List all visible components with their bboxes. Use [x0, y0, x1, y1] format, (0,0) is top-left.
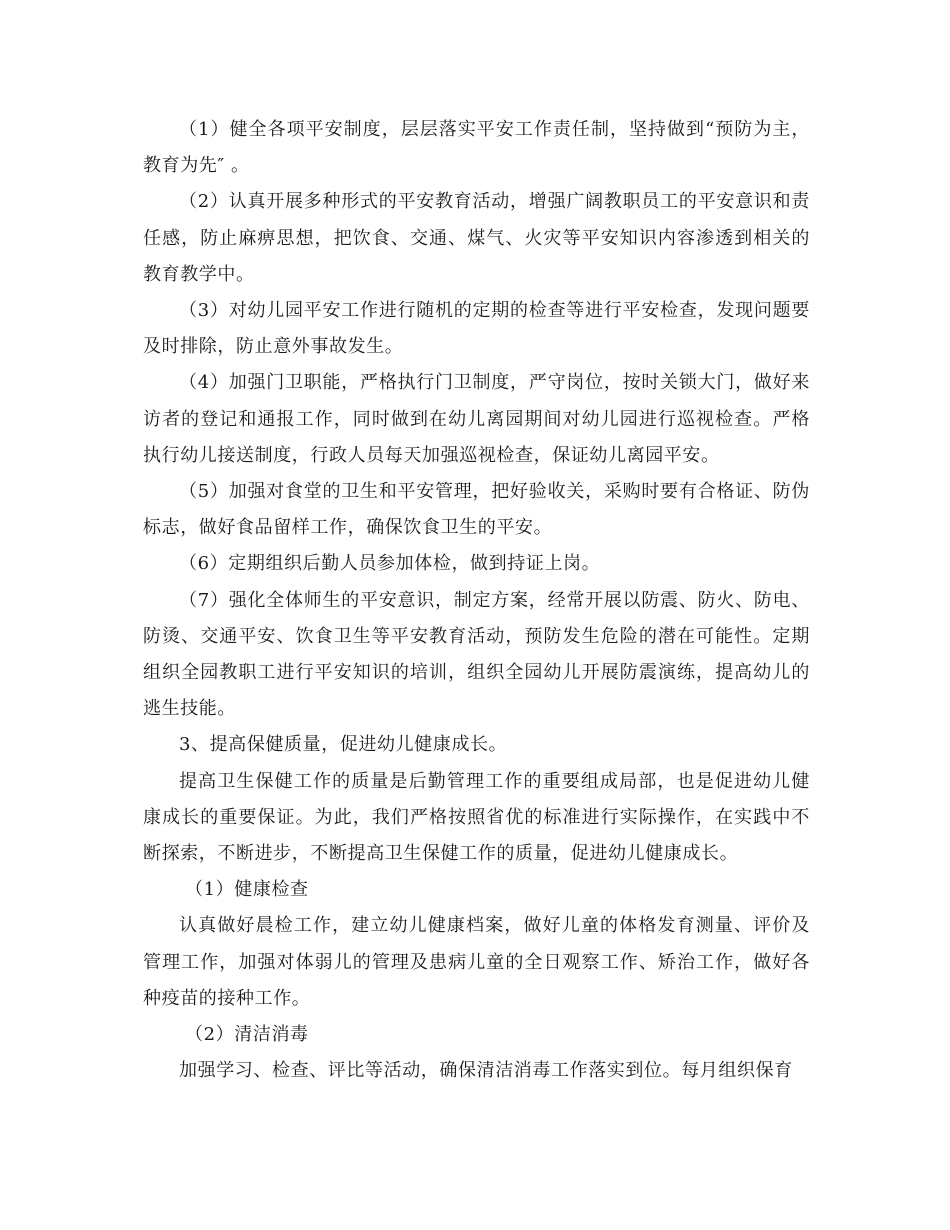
subheading-health-check: （1）健康检查 — [185, 879, 309, 901]
paragraph-safety-system: （1）健全各项平安制度，层层落实平安工作责任制，坚持做到“预防为主，教育为先″ 。 — [143, 119, 810, 177]
paragraph-cleaning-disinfection: 加强学习、检查、评比等活动，确保清洁消毒工作落实到位。每月组织保育 — [179, 1060, 793, 1082]
paragraph-gate-guard: （4）加强门卫职能，严格执行门卫制度，严守岗位，按时关锁大门，做好来访者的登记和通报工作，同时做到在幼儿离园期间对幼儿园进行巡视检查。严格执行幼儿接送制度，行政人员每天加强巡视检查，保证幼儿离园平安。 — [143, 372, 810, 466]
paragraph-health-check: 认真做好晨检工作，建立幼儿健康档案，做好儿童的体格发育测量、评价及管理工作，加强对体弱儿的管理及患病儿童的全日观察工作、矫治工作，做好各种疫苗的接种工作。 — [143, 915, 810, 1009]
section-heading-health-quality: 3、提高保健质量，促进幼儿健康成长。 — [179, 734, 508, 756]
paragraph-safety-education: （2）认真开展多种形式的平安教育活动，增强广阔教职员工的平安意识和责任感，防止麻痹思想，把饮食、交通、煤气、火灾等平安知识内容渗透到相关的教育教学中。 — [143, 191, 810, 285]
document-body — [143, 112, 810, 1089]
paragraph-canteen-hygiene: （5）加强对食堂的卫生和平安管理，把好验收关，采购时要有合格证、防伪标志，做好食品留样工作，确保饮食卫生的平安。 — [143, 481, 810, 539]
subheading-cleaning-disinfection: （2）清洁消毒 — [185, 1024, 309, 1046]
paragraph-health-quality: 提高卫生保健工作的质量是后勤管理工作的重要组成局部，也是促进幼儿健康成长的重要保证。为此，我们严格按照省优的标准进行实际操作，在实践中不断探索，不断进步，不断提高卫生保健工作的质量，促进幼儿健康成长。 — [143, 770, 810, 865]
paragraph-staff-checkup: （6）定期组织后勤人员参加体检，做到持证上岗。 — [179, 553, 601, 575]
paragraph-safety-inspection: （3）对幼儿园平安工作进行随机的定期的检查等进行平安检查，发现问题要及时排除，防止意外事故发生。 — [143, 300, 810, 358]
paragraph-safety-awareness: （7）强化全体师生的平安意识，制定方案，经常开展以防震、防火、防电、防烫、交通平安、饮食卫生等平安教育活动，预防发生危险的潜在可能性。定期组织全园教职工进行平安知识的培训，组织全园幼儿开展防震演练，提高幼儿的逃生技能。 — [143, 589, 810, 720]
